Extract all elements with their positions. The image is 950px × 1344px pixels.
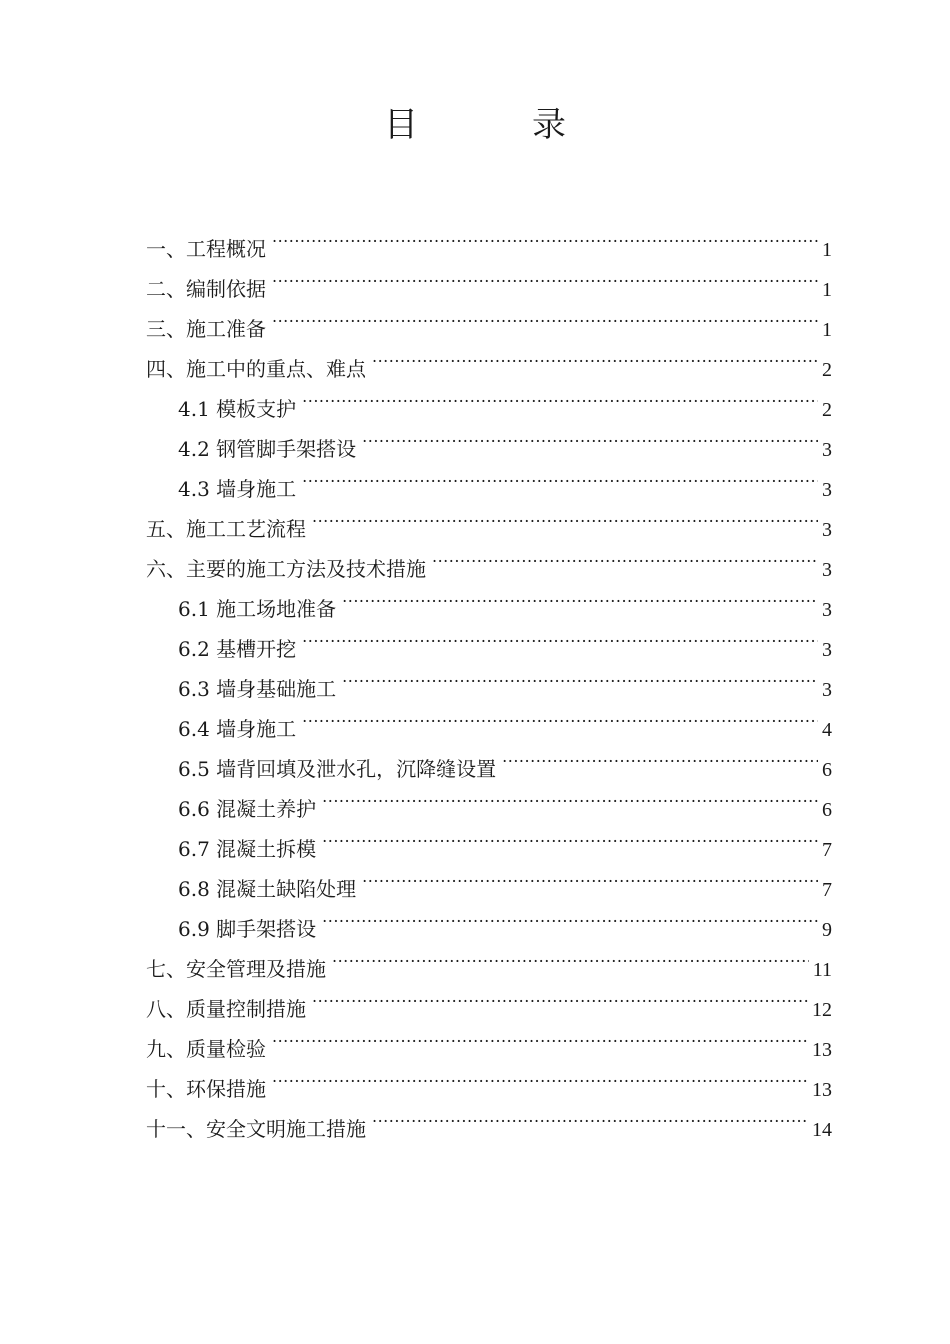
toc-entry-page-number: 3: [822, 599, 832, 621]
toc-entry-label: 6.8 混凝土缺陷处理: [178, 877, 357, 901]
toc-dot-leader: [302, 616, 818, 656]
toc-entry-label: 一、工程概况: [146, 237, 266, 261]
toc-dot-leader: [502, 736, 818, 776]
toc-dot-leader: [302, 696, 818, 736]
toc-dot-leader: [432, 536, 818, 576]
toc-entry-page-number: 13: [812, 1079, 832, 1101]
toc-dot-leader: [312, 496, 818, 536]
toc-dot-leader: [272, 1056, 808, 1096]
toc-entry-page-number: 6: [822, 799, 832, 821]
toc-dot-leader: [372, 1096, 808, 1136]
toc-entry-page-number: 3: [822, 479, 832, 501]
toc-dot-leader: [362, 856, 818, 896]
toc-dot-leader: [302, 376, 818, 416]
toc-entry-page-number: 4: [822, 719, 832, 741]
toc-dot-leader: [272, 256, 818, 296]
toc-entry-page-number: 12: [812, 999, 832, 1021]
toc-entry-label: 6.7 混凝土拆模: [178, 837, 317, 861]
toc-entry-page-number: 7: [822, 879, 832, 901]
toc-entry-page-number: 11: [812, 959, 832, 981]
toc-dot-leader: [342, 656, 818, 696]
toc-entry-page-number: 9: [822, 919, 832, 941]
toc-entry-page-number: 13: [812, 1039, 832, 1061]
toc-dot-leader: [272, 216, 818, 256]
toc-entry-label: 十、环保措施: [146, 1077, 266, 1101]
toc-entry-page-number: 14: [812, 1119, 832, 1141]
toc-entry-label: 4.3 墙身施工: [178, 477, 297, 501]
toc-entry-label: 五、施工工艺流程: [146, 517, 306, 541]
toc-entry-label: 6.6 混凝土养护: [178, 797, 317, 821]
toc-entry-page-number: 3: [822, 519, 832, 541]
toc-dot-leader: [302, 456, 818, 496]
toc-dot-leader: [322, 816, 818, 856]
toc-dot-leader: [332, 936, 809, 976]
toc-entry-label: 4.1 模板支护: [178, 397, 297, 421]
toc-entry-label: 四、施工中的重点、难点: [146, 357, 366, 381]
toc-entry-page-number: 2: [822, 359, 832, 381]
toc-title: 目 录: [384, 105, 606, 145]
toc-entry-page-number: 3: [822, 639, 832, 661]
toc-dot-leader: [372, 336, 818, 376]
toc-list: [146, 216, 832, 1141]
toc-entry-page-number: 3: [822, 439, 832, 461]
toc-entry-page-number: 2: [822, 399, 832, 421]
toc-entry-page-number: 1: [822, 319, 832, 341]
toc-entry-page-number: 7: [822, 839, 832, 861]
toc-entry-label: 6.3 墙身基础施工: [178, 677, 337, 701]
toc-dot-leader: [342, 576, 818, 616]
toc-dot-leader: [312, 976, 808, 1016]
toc-entry-label: 6.9 脚手架搭设: [178, 917, 317, 941]
toc-entry-label: 6.5 墙背回填及泄水孔，沉降缝设置: [178, 757, 497, 781]
toc-entry-label: 6.2 基槽开挖: [178, 637, 297, 661]
toc-entry-page-number: 6: [822, 759, 832, 781]
toc-dot-leader: [272, 1016, 808, 1056]
toc-entry-label: 6.4 墙身施工: [178, 717, 297, 741]
toc-entry-label: 七、安全管理及措施: [146, 957, 326, 981]
toc-entry-page-number: 3: [822, 679, 832, 701]
toc-entry-label: 6.1 施工场地准备: [178, 597, 337, 621]
toc-dot-leader: [322, 776, 818, 816]
toc-entry-page-number: 1: [822, 279, 832, 301]
toc-dot-leader: [322, 896, 818, 936]
toc-entry-label: 八、质量控制措施: [146, 997, 306, 1021]
toc-entry-label: 4.2 钢管脚手架搭设: [178, 437, 357, 461]
toc-entry-page-number: 1: [822, 239, 832, 261]
toc-entry[interactable]: [146, 216, 832, 261]
toc-entry-page-number: 3: [822, 559, 832, 581]
toc-entry-label: 六、主要的施工方法及技术措施: [146, 557, 426, 581]
toc-entry-label: 九、质量检验: [146, 1037, 266, 1061]
toc-dot-leader: [362, 416, 818, 456]
toc-dot-leader: [272, 296, 818, 336]
toc-entry-label: 二、编制依据: [146, 277, 266, 301]
toc-entry-label: 十一、安全文明施工措施: [146, 1117, 366, 1141]
toc-entry-label: 三、施工准备: [146, 317, 266, 341]
